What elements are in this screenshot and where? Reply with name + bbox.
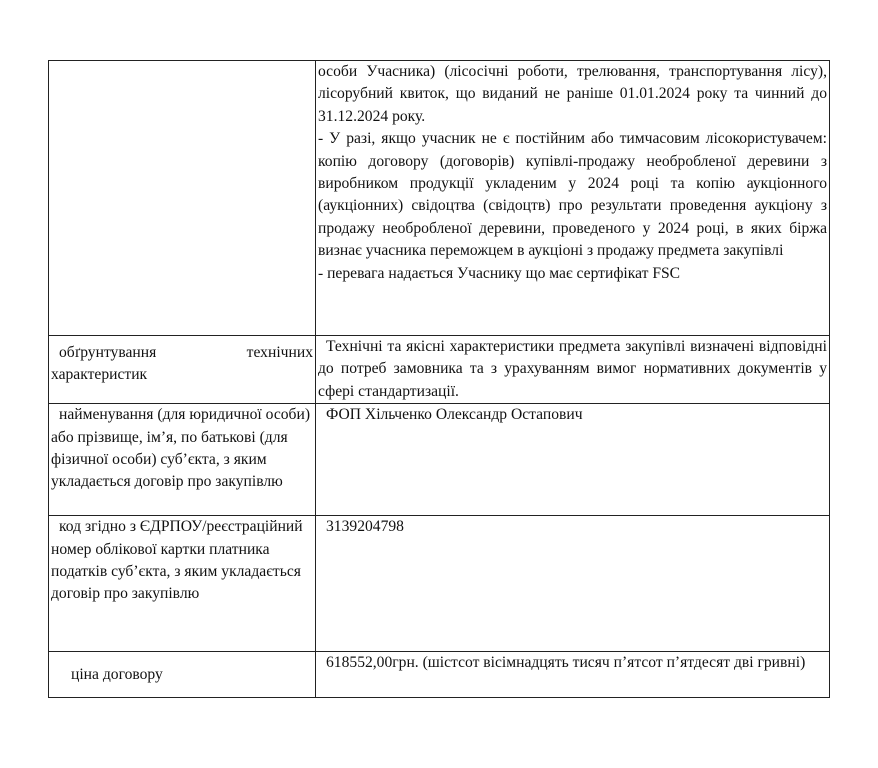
- table-row-technical: [49, 336, 830, 404]
- requirements-paragraph-3: - перевага надається Учаснику що має сертифікат FSC: [318, 264, 681, 282]
- technical-value: Технічні та якісні характеристики предмета закупівлі визначені відповідні до потреб замовника та з урахуванням вимог нормативних документів у сфері стандартизації.: [316, 336, 830, 404]
- price-value: 618552,00грн. (шістсот вісімнадцять тисяч п’ятсот п’ятдесят дві гривні): [316, 652, 830, 698]
- contractor-name-value: ФОП Хільченко Олександр Остапович: [316, 404, 830, 516]
- requirements-cell: [316, 61, 830, 336]
- edrpou-label: код згідно з ЄДРПОУ/реєстраційний номер облікової картки платника податків суб’єкта, з яким укладається договір про закупівлю: [49, 516, 316, 652]
- requirements-paragraph-2: - У разі, якщо учасник не є постійним або тимчасовим лісокористувачем: копію договору (договорів) купівлі-продажу необробленої деревини з виробником продукції укладеним у 2024 році та копію аукціонного (аукціонних) свідоцтва (свідоцтв) про результати проведення аукціону з продажу необробленої деревини, проведеного у 2024 році, в яких біржа визнає учасника переможцем в аукціоні з продажу предмета закупівлі: [318, 130, 827, 260]
- table-row-contractor-name: [49, 404, 830, 516]
- edrpou-value: 3139204798: [316, 516, 830, 652]
- document-table: [48, 60, 830, 698]
- requirements-paragraph-1: особи Учасника) (лісосічні роботи, трелювання, транспортування лісу), лісорубний квиток, що виданий не раніше 01.01.2024 року та чинний до 31.12.2024 року.: [318, 63, 827, 125]
- technical-label: обґрунтування технічних характеристик: [49, 336, 316, 404]
- table-row-edrpou: [49, 516, 830, 652]
- contractor-name-label: найменування (для юридичної особи) або прізвище, ім’я, по батькові (для фізичної особи) суб’єкта, з яким укладається договір про закупівлю: [49, 404, 316, 516]
- table-row-requirements: [49, 61, 830, 336]
- price-label: ціна договору: [49, 652, 316, 698]
- row-label-empty: [49, 61, 316, 336]
- table-row-price: [49, 652, 830, 698]
